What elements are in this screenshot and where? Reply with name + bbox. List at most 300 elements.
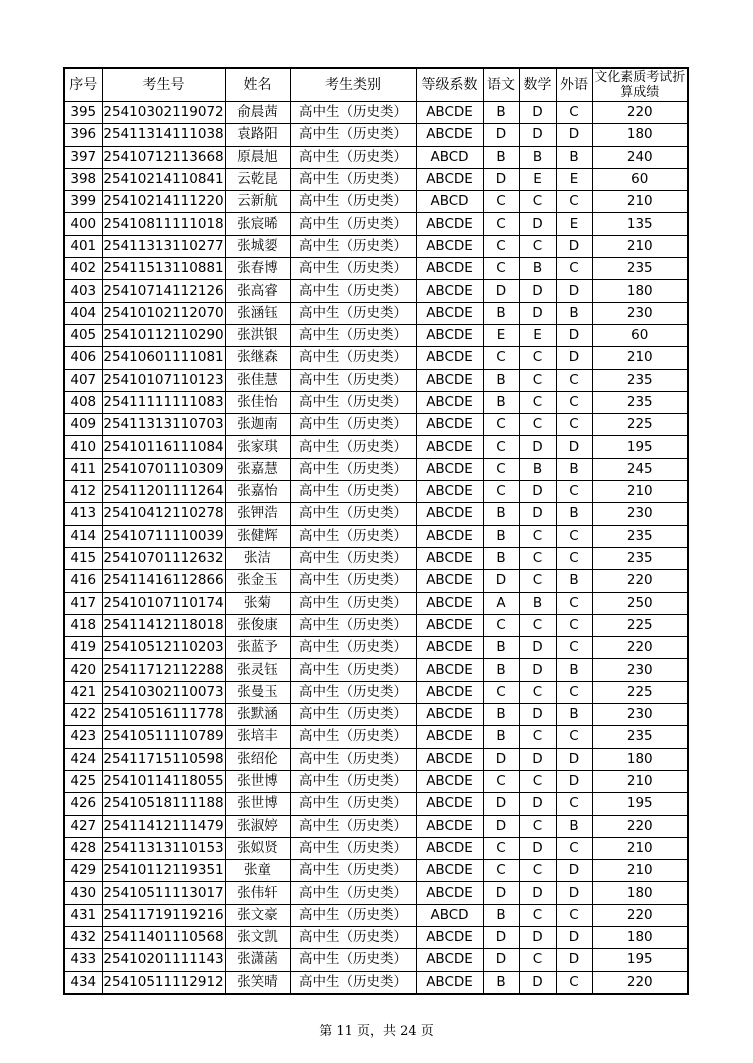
table-cell: C [556, 592, 592, 614]
table-cell: 高中生（历史类） [290, 235, 416, 257]
table-row [64, 235, 688, 257]
table-cell: C [556, 391, 592, 413]
table-cell: ABCDE [416, 815, 483, 837]
table-cell: 25410114118055 [102, 770, 225, 792]
table-cell: 张世博 [225, 770, 290, 792]
table-cell: D [519, 503, 556, 525]
table-cell: B [556, 146, 592, 168]
table-cell: C [556, 971, 592, 994]
table-row [64, 102, 688, 124]
table-cell: C [483, 837, 519, 859]
table-cell: C [519, 191, 556, 213]
table-cell: 张默涵 [225, 704, 290, 726]
table-row [64, 949, 688, 971]
header-cell: 外语 [556, 68, 592, 102]
table-cell: C [556, 481, 592, 503]
table-cell: 250 [592, 592, 688, 614]
table-cell: C [483, 458, 519, 480]
table-cell: C [483, 770, 519, 792]
table-cell: 230 [592, 302, 688, 324]
table-cell: C [556, 369, 592, 391]
table-cell: 180 [592, 280, 688, 302]
table-cell: ABCDE [416, 525, 483, 547]
table-cell: C [519, 414, 556, 436]
table-cell: 25410516111778 [102, 704, 225, 726]
table-cell: 25410107110174 [102, 592, 225, 614]
table-cell: B [483, 525, 519, 547]
table-cell: ABCD [416, 191, 483, 213]
table-cell: D [519, 124, 556, 146]
table-cell: 高中生（历史类） [290, 570, 416, 592]
table-cell: 张绍伦 [225, 748, 290, 770]
table-cell: 张世博 [225, 793, 290, 815]
table-row [64, 503, 688, 525]
table-cell: B [483, 637, 519, 659]
table-cell: C [483, 191, 519, 213]
table-cell: D [519, 882, 556, 904]
table-row [64, 213, 688, 235]
table-cell: C [556, 637, 592, 659]
table-cell: 408 [64, 391, 102, 413]
table-cell: C [556, 726, 592, 748]
table-cell: C [519, 235, 556, 257]
table-cell: 180 [592, 124, 688, 146]
table-cell: D [519, 659, 556, 681]
table-cell: 张童 [225, 860, 290, 882]
table-cell: C [483, 681, 519, 703]
table-cell: ABCDE [416, 102, 483, 124]
table-row [64, 436, 688, 458]
table-cell: 25410714112126 [102, 280, 225, 302]
table-cell: C [483, 213, 519, 235]
table-cell: C [483, 347, 519, 369]
table-cell: 高中生（历史类） [290, 414, 416, 436]
table-row [64, 258, 688, 280]
table-cell: ABCDE [416, 726, 483, 748]
table-cell: D [556, 347, 592, 369]
table-cell: 25410112119351 [102, 860, 225, 882]
table-cell: D [483, 926, 519, 948]
table-row [64, 168, 688, 190]
table-cell: D [519, 926, 556, 948]
table-cell: C [519, 681, 556, 703]
table-cell: 411 [64, 458, 102, 480]
table-cell: 245 [592, 458, 688, 480]
table-cell: 424 [64, 748, 102, 770]
table-row [64, 726, 688, 748]
table-cell: 210 [592, 481, 688, 503]
table-cell: 张灵钰 [225, 659, 290, 681]
table-cell: 60 [592, 324, 688, 346]
header-cell: 序号 [64, 68, 102, 102]
table-cell: 235 [592, 369, 688, 391]
table-cell: D [519, 481, 556, 503]
table-cell: E [519, 324, 556, 346]
table-cell: 高中生（历史类） [290, 592, 416, 614]
table-cell: 张健辉 [225, 525, 290, 547]
table-cell: 高中生（历史类） [290, 458, 416, 480]
table-cell: 407 [64, 369, 102, 391]
table-cell: ABCDE [416, 302, 483, 324]
table-cell: 431 [64, 904, 102, 926]
table-cell: ABCDE [416, 926, 483, 948]
table-cell: 张城媭 [225, 235, 290, 257]
table-cell: C [519, 904, 556, 926]
table-cell: 张涵钰 [225, 302, 290, 324]
table-cell: ABCDE [416, 347, 483, 369]
table-cell: C [556, 837, 592, 859]
table-row [64, 882, 688, 904]
table-cell: 高中生（历史类） [290, 904, 416, 926]
table-cell: ABCDE [416, 235, 483, 257]
table-cell: 230 [592, 503, 688, 525]
table-cell: 210 [592, 770, 688, 792]
table-row [64, 302, 688, 324]
table-cell: D [483, 168, 519, 190]
table-cell: D [519, 837, 556, 859]
table-cell: 415 [64, 547, 102, 569]
table-cell: 张金玉 [225, 570, 290, 592]
table-cell: C [556, 904, 592, 926]
table-row [64, 369, 688, 391]
table-cell: B [483, 904, 519, 926]
table-cell: ABCDE [416, 280, 483, 302]
table-cell: ABCDE [416, 391, 483, 413]
table-cell: 416 [64, 570, 102, 592]
table-cell: 25410511112912 [102, 971, 225, 994]
table-cell: 高中生（历史类） [290, 971, 416, 994]
table-cell: 195 [592, 436, 688, 458]
table-cell: ABCDE [416, 547, 483, 569]
table-cell: 210 [592, 191, 688, 213]
table-cell: 225 [592, 614, 688, 636]
table-cell: C [519, 770, 556, 792]
table-body [64, 102, 688, 994]
table-cell: 高中生（历史类） [290, 146, 416, 168]
table-cell: 401 [64, 235, 102, 257]
table-cell: D [556, 770, 592, 792]
table-cell: 25411313110277 [102, 235, 225, 257]
table-cell: 25411719119216 [102, 904, 225, 926]
table-cell: 张培丰 [225, 726, 290, 748]
table-cell: 433 [64, 949, 102, 971]
table-cell: B [519, 146, 556, 168]
table-cell: 张洁 [225, 547, 290, 569]
table-cell: 25410107110123 [102, 369, 225, 391]
table-cell: C [519, 369, 556, 391]
table-cell: 25410701110309 [102, 458, 225, 480]
table-row [64, 659, 688, 681]
table-cell: C [556, 191, 592, 213]
table-cell: 25411313110703 [102, 414, 225, 436]
table-cell: B [483, 302, 519, 324]
table-cell: 405 [64, 324, 102, 346]
table-cell: 高中生（历史类） [290, 324, 416, 346]
table-row [64, 971, 688, 994]
table-cell: B [556, 704, 592, 726]
table-cell: D [483, 793, 519, 815]
table-cell: D [556, 436, 592, 458]
table-cell: 25411712112288 [102, 659, 225, 681]
table-cell: 400 [64, 213, 102, 235]
table-cell: 396 [64, 124, 102, 146]
table-row [64, 347, 688, 369]
table-cell: 420 [64, 659, 102, 681]
table-cell: D [483, 815, 519, 837]
table-cell: 25411201111264 [102, 481, 225, 503]
table-cell: 25411715110598 [102, 748, 225, 770]
table-cell: 高中生（历史类） [290, 369, 416, 391]
table-cell: ABCDE [416, 258, 483, 280]
table-cell: 原晨旭 [225, 146, 290, 168]
table-cell: 180 [592, 926, 688, 948]
table-cell: 25410601111081 [102, 347, 225, 369]
table-cell: C [519, 815, 556, 837]
table-row [64, 324, 688, 346]
table-cell: 195 [592, 793, 688, 815]
table-cell: 25410712113668 [102, 146, 225, 168]
table-cell: 414 [64, 525, 102, 547]
table-cell: 25410512110203 [102, 637, 225, 659]
table-cell: B [556, 815, 592, 837]
header-cell: 等级系数 [416, 68, 483, 102]
table-row [64, 904, 688, 926]
table-cell: 高中生（历史类） [290, 436, 416, 458]
table-cell: 235 [592, 547, 688, 569]
table-cell: 402 [64, 258, 102, 280]
table-cell: ABCDE [416, 681, 483, 703]
table-cell: 张伟轩 [225, 882, 290, 904]
table-cell: ABCD [416, 146, 483, 168]
table-cell: 210 [592, 860, 688, 882]
table-cell: C [483, 436, 519, 458]
table-cell: 高中生（历史类） [290, 659, 416, 681]
table-cell: 张春博 [225, 258, 290, 280]
table-cell: B [519, 592, 556, 614]
table-row [64, 481, 688, 503]
table-cell: D [556, 860, 592, 882]
header-cell: 姓名 [225, 68, 290, 102]
table-cell: 25410214110841 [102, 168, 225, 190]
table-cell: 135 [592, 213, 688, 235]
table-cell: 高中生（历史类） [290, 882, 416, 904]
table-cell: D [556, 949, 592, 971]
table-cell: D [556, 280, 592, 302]
table-cell: 419 [64, 637, 102, 659]
table-cell: 180 [592, 748, 688, 770]
header-cell: 考生类别 [290, 68, 416, 102]
table-cell: 25410112110290 [102, 324, 225, 346]
table-row [64, 681, 688, 703]
table-cell: 张家琪 [225, 436, 290, 458]
table-cell: B [483, 971, 519, 994]
table-cell: 180 [592, 882, 688, 904]
table-cell: E [519, 168, 556, 190]
table-cell: D [519, 102, 556, 124]
table-row [64, 391, 688, 413]
table-cell: 25411412118018 [102, 614, 225, 636]
table-cell: ABCDE [416, 436, 483, 458]
table-cell: 云乾昆 [225, 168, 290, 190]
table-cell: 高中生（历史类） [290, 704, 416, 726]
table-cell: C [556, 102, 592, 124]
table-cell: D [556, 124, 592, 146]
table-cell: 404 [64, 302, 102, 324]
table-cell: 25410214111220 [102, 191, 225, 213]
table-cell: 409 [64, 414, 102, 436]
table-cell: 425 [64, 770, 102, 792]
table-cell: ABCDE [416, 324, 483, 346]
table-cell: D [556, 324, 592, 346]
table-cell: D [519, 748, 556, 770]
table-cell: D [556, 235, 592, 257]
table-cell: C [556, 258, 592, 280]
table-row [64, 926, 688, 948]
table-cell: 429 [64, 860, 102, 882]
table-cell: B [483, 102, 519, 124]
table-cell: 25410302110073 [102, 681, 225, 703]
table-row [64, 614, 688, 636]
table-cell: D [519, 637, 556, 659]
table-cell: 430 [64, 882, 102, 904]
table-cell: C [519, 525, 556, 547]
table-cell: 高中生（历史类） [290, 302, 416, 324]
table-cell: 高中生（历史类） [290, 391, 416, 413]
table-cell: 张蓝予 [225, 637, 290, 659]
table-cell: C [556, 681, 592, 703]
header-cell: 语文 [483, 68, 519, 102]
table-cell: 235 [592, 726, 688, 748]
table-cell: 25411401110568 [102, 926, 225, 948]
table-cell: 俞晨茜 [225, 102, 290, 124]
table-cell: C [519, 570, 556, 592]
table-cell: 高中生（历史类） [290, 793, 416, 815]
table-cell: 210 [592, 347, 688, 369]
table-row [64, 458, 688, 480]
table-row [64, 124, 688, 146]
table-cell: 张佳慧 [225, 369, 290, 391]
table-cell: 高中生（历史类） [290, 926, 416, 948]
table-cell: 427 [64, 815, 102, 837]
table-row [64, 414, 688, 436]
table-cell: 高中生（历史类） [290, 726, 416, 748]
table-cell: 高中生（历史类） [290, 347, 416, 369]
table-cell: 张文豪 [225, 904, 290, 926]
table-cell: B [556, 302, 592, 324]
table-cell: 25410511110789 [102, 726, 225, 748]
table-cell: ABCDE [416, 637, 483, 659]
table-cell: D [519, 213, 556, 235]
table-cell: 25410518111188 [102, 793, 225, 815]
table-cell: 423 [64, 726, 102, 748]
table-cell: B [483, 659, 519, 681]
table-cell: 25411314111038 [102, 124, 225, 146]
table-cell: C [483, 258, 519, 280]
table-row [64, 837, 688, 859]
table-cell: B [483, 726, 519, 748]
table-cell: 25410701112632 [102, 547, 225, 569]
table-cell: 25411513110881 [102, 258, 225, 280]
table-cell: 225 [592, 681, 688, 703]
table-cell: C [519, 391, 556, 413]
table-cell: ABCDE [416, 369, 483, 391]
table-cell: C [556, 547, 592, 569]
table-cell: 25411412111479 [102, 815, 225, 837]
table-row [64, 704, 688, 726]
table-cell: 220 [592, 815, 688, 837]
table-cell: D [519, 436, 556, 458]
table-cell: 428 [64, 837, 102, 859]
table-cell: 云新航 [225, 191, 290, 213]
table-cell: ABCDE [416, 592, 483, 614]
table-cell: 210 [592, 837, 688, 859]
table-cell: ABCDE [416, 614, 483, 636]
table-row [64, 592, 688, 614]
table-cell: D [519, 704, 556, 726]
header-cell: 文化素质考试折算成绩 [592, 68, 688, 102]
table-cell: C [483, 235, 519, 257]
table-cell: 高中生（历史类） [290, 102, 416, 124]
table-row [64, 146, 688, 168]
table-cell: 235 [592, 391, 688, 413]
table-cell: 235 [592, 258, 688, 280]
table-cell: C [519, 614, 556, 636]
table-cell: 张淑婷 [225, 815, 290, 837]
table-cell: 417 [64, 592, 102, 614]
table-cell: 张姒贤 [225, 837, 290, 859]
table-cell: B [483, 369, 519, 391]
table-cell: 高中生（历史类） [290, 258, 416, 280]
table-cell: ABCD [416, 904, 483, 926]
table-cell: 25411416112866 [102, 570, 225, 592]
table-cell: 张菊 [225, 592, 290, 614]
table-cell: 210 [592, 235, 688, 257]
table-cell: D [483, 280, 519, 302]
table-row [64, 637, 688, 659]
table-cell: D [556, 748, 592, 770]
table-cell: 张俊康 [225, 614, 290, 636]
table-cell: C [483, 614, 519, 636]
table-cell: 398 [64, 168, 102, 190]
table-row [64, 770, 688, 792]
table-cell: 张钾浩 [225, 503, 290, 525]
table-cell: B [483, 547, 519, 569]
table-cell: 高中生（历史类） [290, 503, 416, 525]
table-row [64, 280, 688, 302]
table-cell: 高中生（历史类） [290, 191, 416, 213]
table-cell: C [519, 347, 556, 369]
table-cell: 袁路阳 [225, 124, 290, 146]
table-row [64, 860, 688, 882]
table-cell: 高中生（历史类） [290, 770, 416, 792]
table-cell: 张迦南 [225, 414, 290, 436]
table-cell: 403 [64, 280, 102, 302]
table-cell: B [556, 570, 592, 592]
table-cell: 220 [592, 637, 688, 659]
table-cell: 张高睿 [225, 280, 290, 302]
table-cell: 张曼玉 [225, 681, 290, 703]
table-cell: 406 [64, 347, 102, 369]
table-cell: 395 [64, 102, 102, 124]
table-cell: ABCDE [416, 503, 483, 525]
table-cell: ABCDE [416, 770, 483, 792]
table-header-row [64, 68, 688, 102]
table-cell: 25410811111018 [102, 213, 225, 235]
table-cell: 张继森 [225, 347, 290, 369]
table-cell: B [556, 458, 592, 480]
table-cell: 高中生（历史类） [290, 815, 416, 837]
table-cell: 230 [592, 659, 688, 681]
